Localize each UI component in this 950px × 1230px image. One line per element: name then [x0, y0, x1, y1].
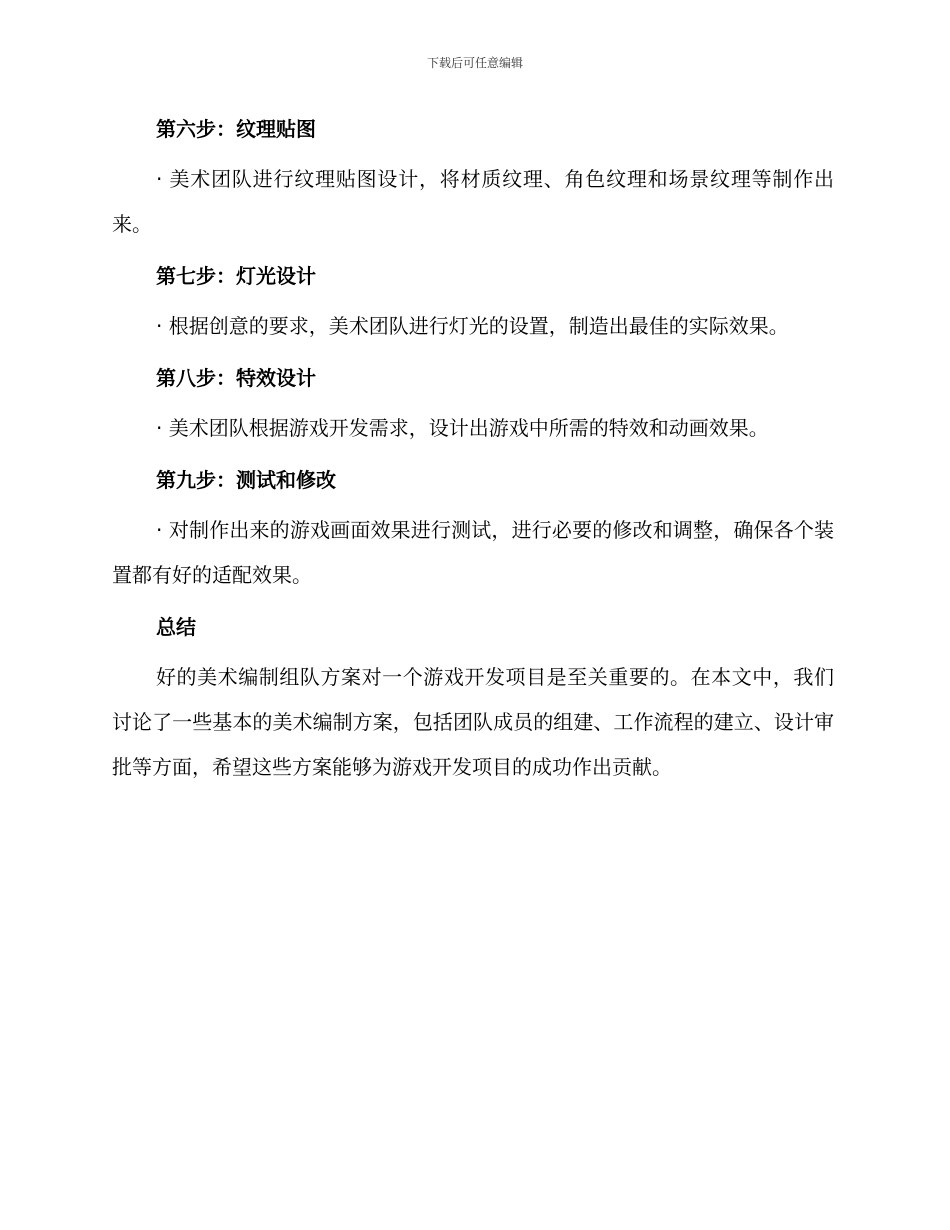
- step-8-body: · 美术团队根据游戏开发需求，设计出游戏中所需的特效和动画效果。: [156, 416, 769, 440]
- step-6-heading: 第六步：纹理贴图: [156, 117, 316, 141]
- document-body: [112, 112, 834, 790]
- summary-body: 好的美术编制组队方案对一个游戏开发项目是至关重要的。在本文中，我们讨论了一些基本的美术编制方案，包括团队成员的组建、工作流程的建立、设计审批等方面，希望这些方案能够为游戏开发项目的成功作出贡献。: [112, 665, 834, 779]
- step-7-heading: 第七步：灯光设计: [156, 264, 316, 288]
- step-9-heading: 第九步：测试和修改: [156, 468, 336, 492]
- step-8-heading: 第八步：特效设计: [156, 366, 316, 390]
- step-7-body: · 根据创意的要求，美术团队进行灯光的设置，制造出最佳的实际效果。: [156, 314, 789, 338]
- summary-heading: 总结: [156, 615, 196, 639]
- header-note: 下载后可任意编辑: [426, 56, 523, 70]
- step-9-body: · 对制作出来的游戏画面效果进行测试，进行必要的修改和调整，确保各个装置都有好的适配效果。: [112, 518, 834, 587]
- step-6-body: · 美术团队进行纹理贴图设计，将材质纹理、角色纹理和场景纹理等制作出来。: [112, 167, 834, 236]
